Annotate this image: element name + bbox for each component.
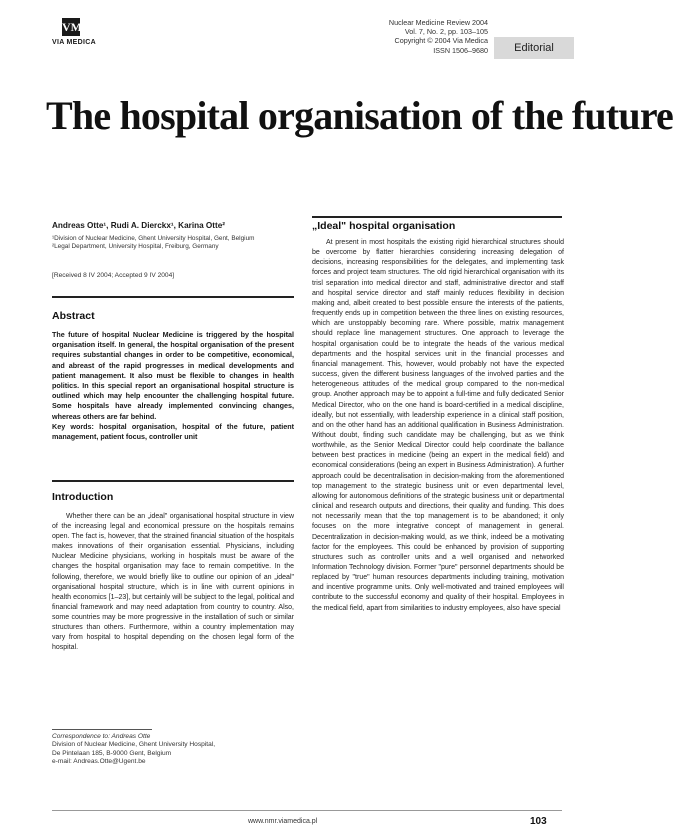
affiliations [52, 235, 292, 251]
abstract-divider [52, 296, 294, 298]
publisher-logo-mark: VM [62, 20, 82, 34]
introduction-section [52, 512, 294, 653]
affiliation-2: ²Legal Department, University Hospital, Freiburg, Germany [52, 243, 219, 250]
correspondence-email: e-mail: Andreas.Otte@Ugent.be [52, 758, 146, 766]
journal-citation [389, 18, 488, 55]
article-title: The hospital organisation of the future [46, 93, 673, 138]
affiliation-1: ¹Division of Nuclear Medicine, Ghent University Hospital, Gent, Belgium [52, 235, 255, 242]
introduction-paragraph: Whether there can be an „ideal" organisational hospital structure in view of the increasing legal and economical pressure on the hospitals remains open. The fact is, however, that the strained financial situation of the hospitals makes innovations of their organisation essential. Physicians, including Nuclear Medicine physicians, working in hospitals must be aware of the changes the hospital organisation may face to remain competitive. In the following, therefore, we would briefly like to outline our opinion of an „ideal" organisational hospital structure, which is in line with current opinions in health economics [1–23], but certainly will be subject to the legal, political and financial framework and may need adaptation from country to country. Also, some countries may be more progressive in the installation of such or similar structures than others. Furthermore, within a country implementation may vary from hospital to hospital depending on the chosen legal form of the hospital. [52, 513, 294, 652]
journal-issn: ISSN 1506–9680 [433, 45, 488, 55]
ideal-organisation-heading: „Ideal" hospital organisation [312, 220, 456, 232]
page-number: 103 [530, 816, 547, 827]
journal-copyright: Copyright © 2004 Via Medica [394, 36, 488, 46]
abstract-text: The future of hospital Nuclear Medicine is triggered by the hospital organisation itself. In general, the hospital organisation of the present requires substantial changes in order to be competitive, economical, and abreast of the rapid progresses in medical developments and patient management. It also must be flexible to changes in health politics. In this special report an organisational hospital structure is outlined which may help encounter the challenging hospital future. Some hospitals have already implemented convincing changes, whereas others are far behind. [52, 330, 294, 421]
introduction-heading: Introduction [52, 491, 114, 503]
section-label: Editorial [494, 37, 574, 59]
journal-volume: Vol. 7, No. 2, pp. 103–105 [404, 27, 488, 37]
received-dates: [Received 8 IV 2004; Accepted 9 IV 2004] [52, 272, 175, 279]
journal-name: Nuclear Medicine Review 2004 [388, 18, 488, 27]
correspondence-address: De Pintelaan 185, B-9000 Gent, Belgium [52, 749, 172, 757]
correspondence-divider [52, 729, 152, 730]
correspondence-name: Correspondence to: Andreas Otte [52, 733, 151, 740]
ideal-organisation-paragraph: At present in most hospitals the existing rigid hierarchical structures should be overcome by flatter hierarchies considering increasing delegation of decisions, increasing responsibilities for the delegates, and implementing task forces and project team structures. The old rigid hierarchical organisation with its trisl separation into medical director and staff, administrative director and staff and hospital service director and staff mainly reduces flexibility in decision making and, albeit created to best possible ensure the interests of the patients, frequently ends up in competition between the three lines on existing resources, which are unstoppably becoming rare. Where possible, matrix management should replace line management structures. One approach to leverage the hospital organisation could be to integrate the heads of the various medical departments and the hospital services unit in the financial processes and financial management. This, however, would probably not have the expected success, given the different business languages of the involved parties and the heterogeneous attitudes of the medical group compared to the non-medical group. Another approach may be to appoint a full-time and fully dedicated Senior Medical Director, who on the one hand is board-certified in a medical discipline, ideally, but not essentially, with leadership experience in a clinical staff position, and on the other hand has an additional qualification in Business Administration. Without doubt, finding such candidate may be challenging, but as we think worthwhile, as the Senior Medical Director could help coordinate the ballance between best practices in medicine (being an expert in the medical field) and economical considerations (being an expert in Business Administration). A further approach could be decentralisation in decision-making from the aforementioned top management to the strategic business unit or even departmental level, allowing for autonomous definitions of the strategic business unit or departmental clinical and research outputs and directions, their quality and funding. This does not necessarily mean that the top management is to be abandoned; it only focuses on the more integrative concept of management in general. Decentralization in decision-making would, as we think, indeed be a motivating factor for the employees. This could be enhanced by provision of supporting structures such as controller units and a well organised and networked Information Technology division. Former "pure" personnel departments should be replaced by "true" human resources departments including training, motivation and incentive programme units. Only well-motivated and trained employees will contribute to the successful economy and quality of their hospital. Employees in the medical field, apart from similarities to industry employees, also have special [312, 239, 564, 612]
author-list: Andreas Otte¹, Rudi A. Dierckx¹, Karina Otte² [52, 221, 226, 230]
correspondence-department: Division of Nuclear Medicine, Ghent University Hospital, [52, 741, 216, 749]
keywords: Key words: hospital organisation, hospital of the future, patient management, patient focus, controller unit [52, 421, 294, 442]
abstract-heading: Abstract [52, 310, 95, 322]
ideal-organisation-section [312, 238, 564, 614]
footer-divider [52, 810, 562, 811]
footer-url: www.nmr.viamedica.pl [248, 818, 318, 825]
ideal-divider [312, 216, 562, 218]
correspondence-block [52, 733, 282, 767]
introduction-divider [52, 480, 294, 482]
publisher-logo-text: VIA MEDICA [52, 39, 96, 46]
abstract-section [52, 330, 294, 442]
